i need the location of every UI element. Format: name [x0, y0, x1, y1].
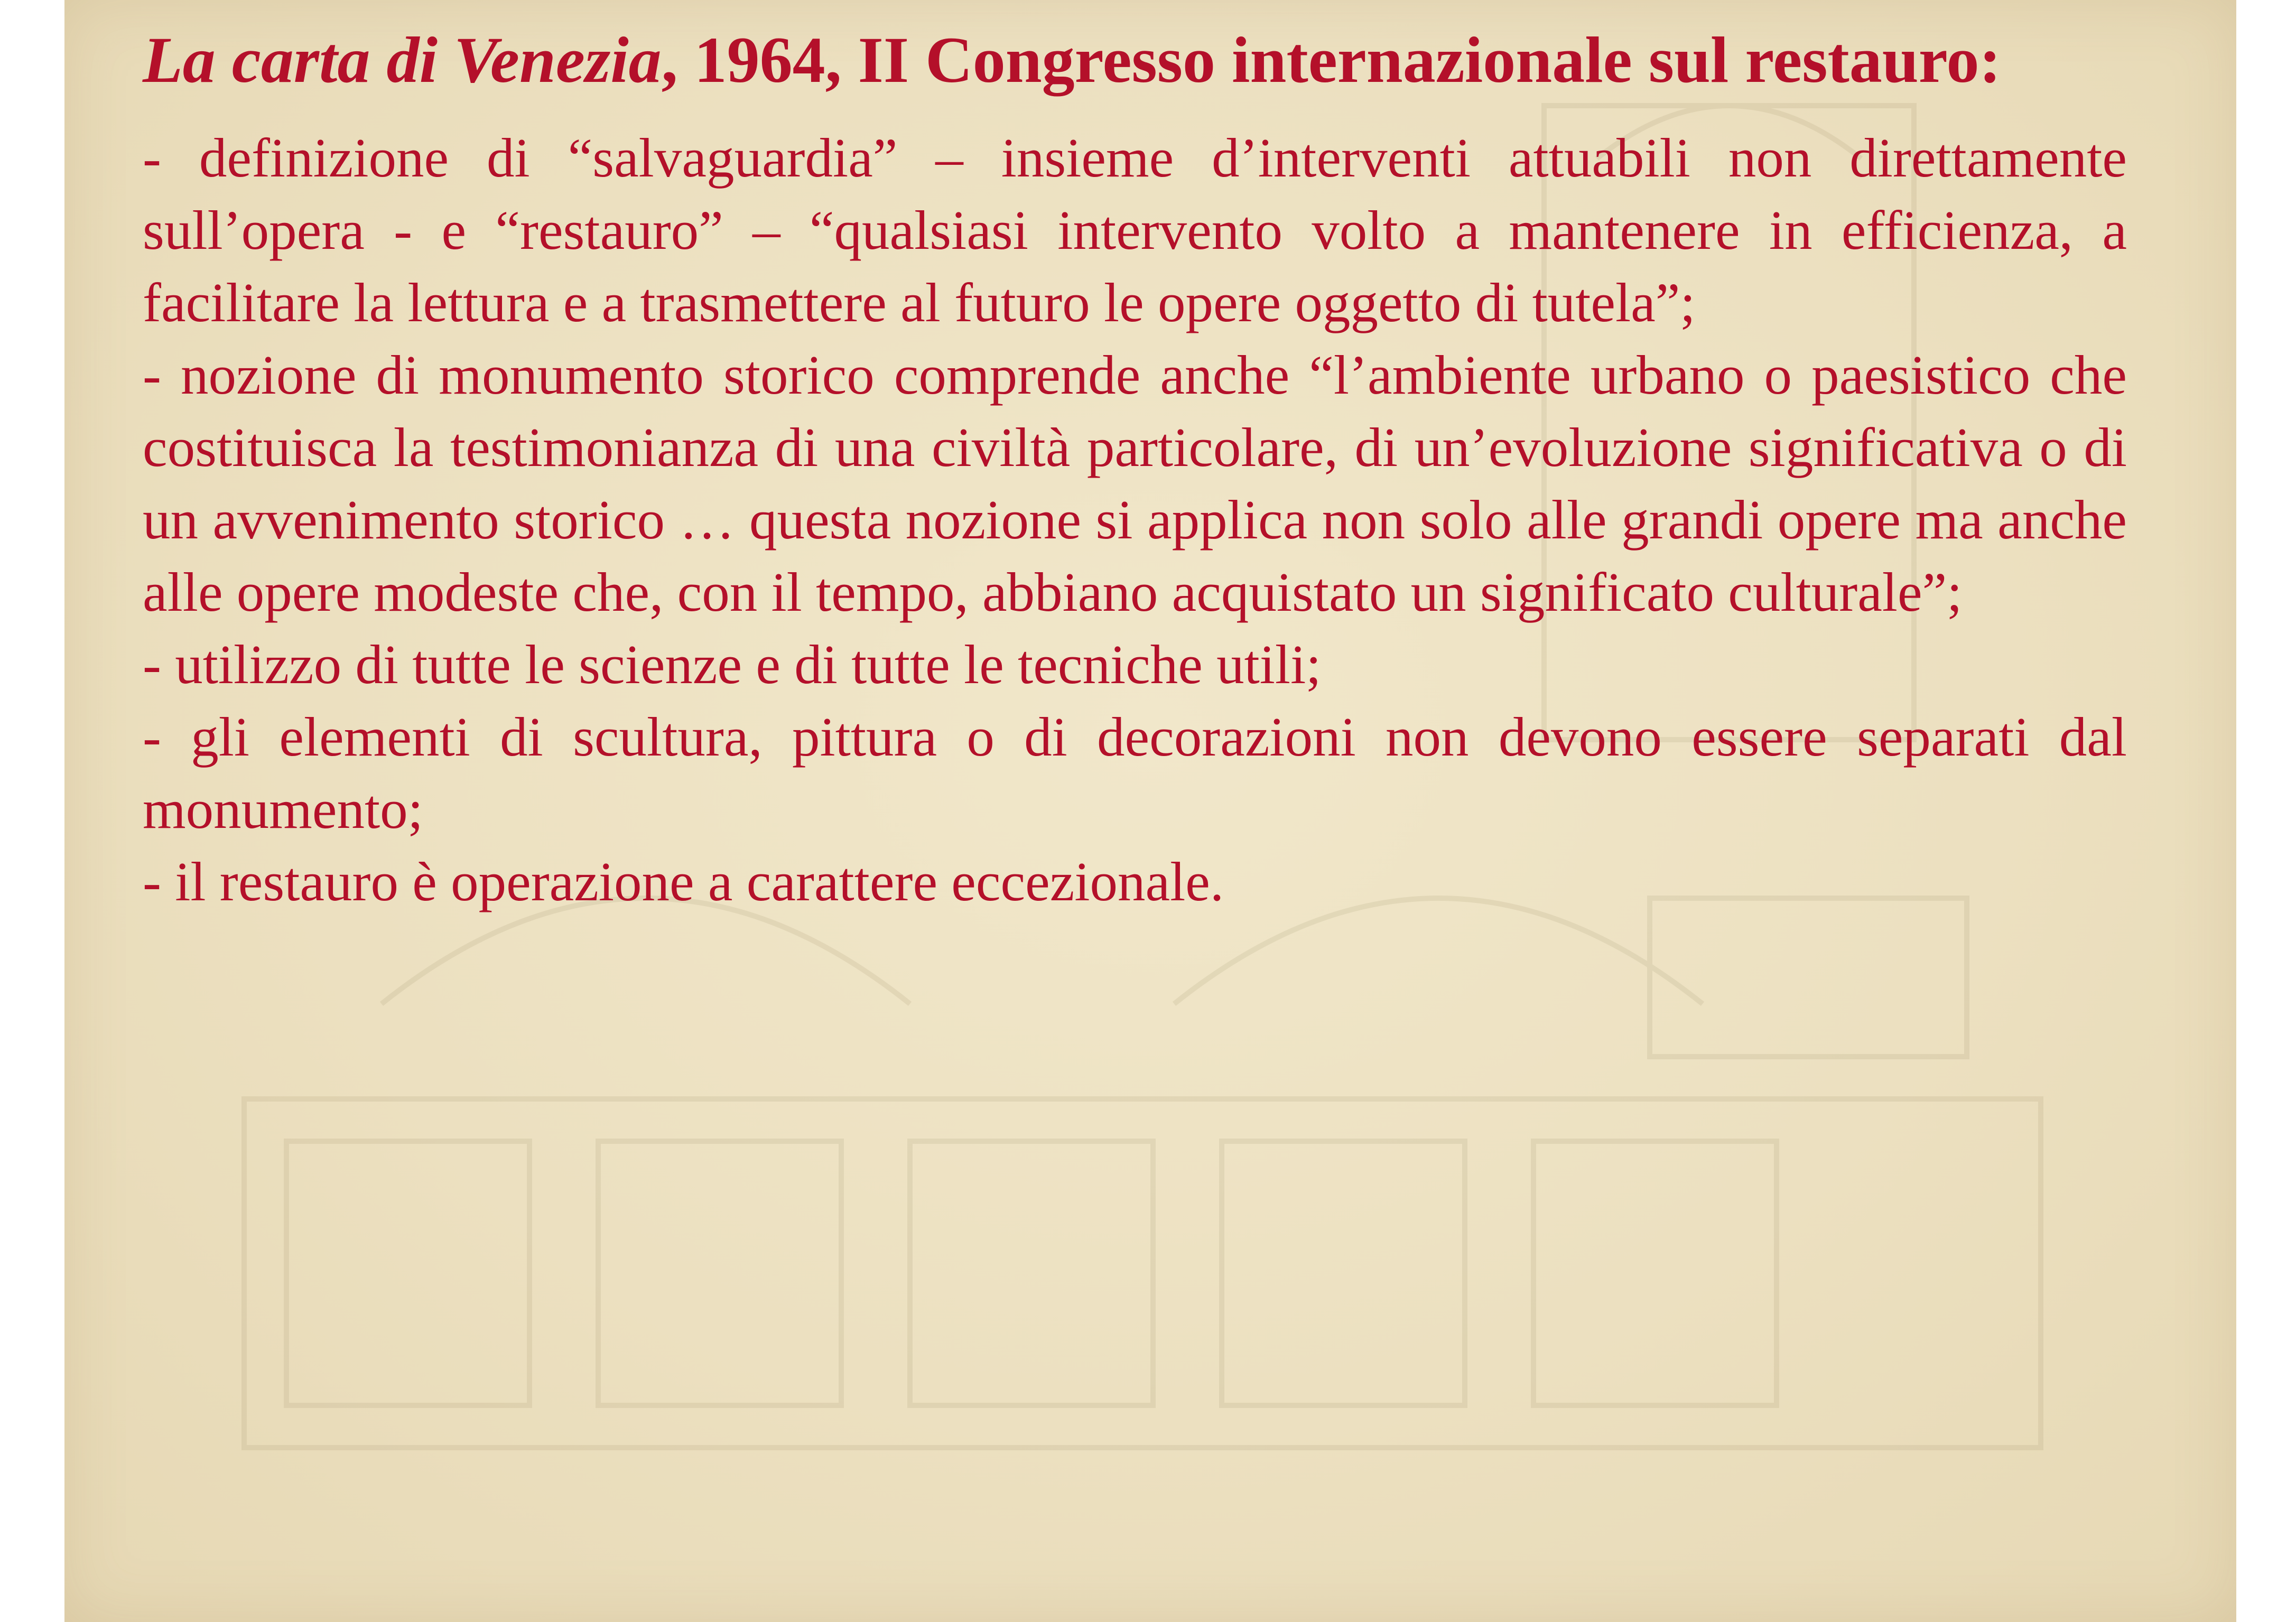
- bullet-salvaguardia-restauro: - definizione di “salvaguardia” – insieme d’interventi attuabili non direttamente sull’opera - e “restauro” – “qualsiasi intervento volto a mantenere in efficienza, a facilitare la lettura e a trasmettere al futuro le opere oggetto di tutela”;: [143, 127, 2127, 333]
- bullet-restauro-eccezionale: - il restauro è operazione a carattere eccezionale.: [143, 851, 1224, 912]
- slide-title: [143, 15, 2127, 106]
- slide-content: [143, 15, 2127, 918]
- bullet-scienze-tecniche: - utilizzo di tutte le scienze e di tutte le tecniche utili;: [143, 633, 1322, 695]
- bullet-monumento-storico: - nozione di monumento storico comprende anche “l’ambiente urbano o paesistico che costituisca la testimonianza di una civiltà particolare, di un’evoluzione significativa o di un avvenimento storico … questa nozione si applica non solo alle grandi opere ma anche alle opere modeste che, con il tempo, abbiano acquistato un significato culturale”;: [143, 344, 2127, 623]
- title-italic-part: La carta di Venezia: [143, 24, 662, 96]
- title-main-part: , 1964, II Congresso internazionale sul restauro:: [661, 24, 2001, 96]
- bullet-elementi-decorativi: - gli elementi di scultura, pittura o di decorazioni non devono essere separati dal monumento;: [143, 706, 2127, 840]
- bullet-list: [143, 122, 2127, 918]
